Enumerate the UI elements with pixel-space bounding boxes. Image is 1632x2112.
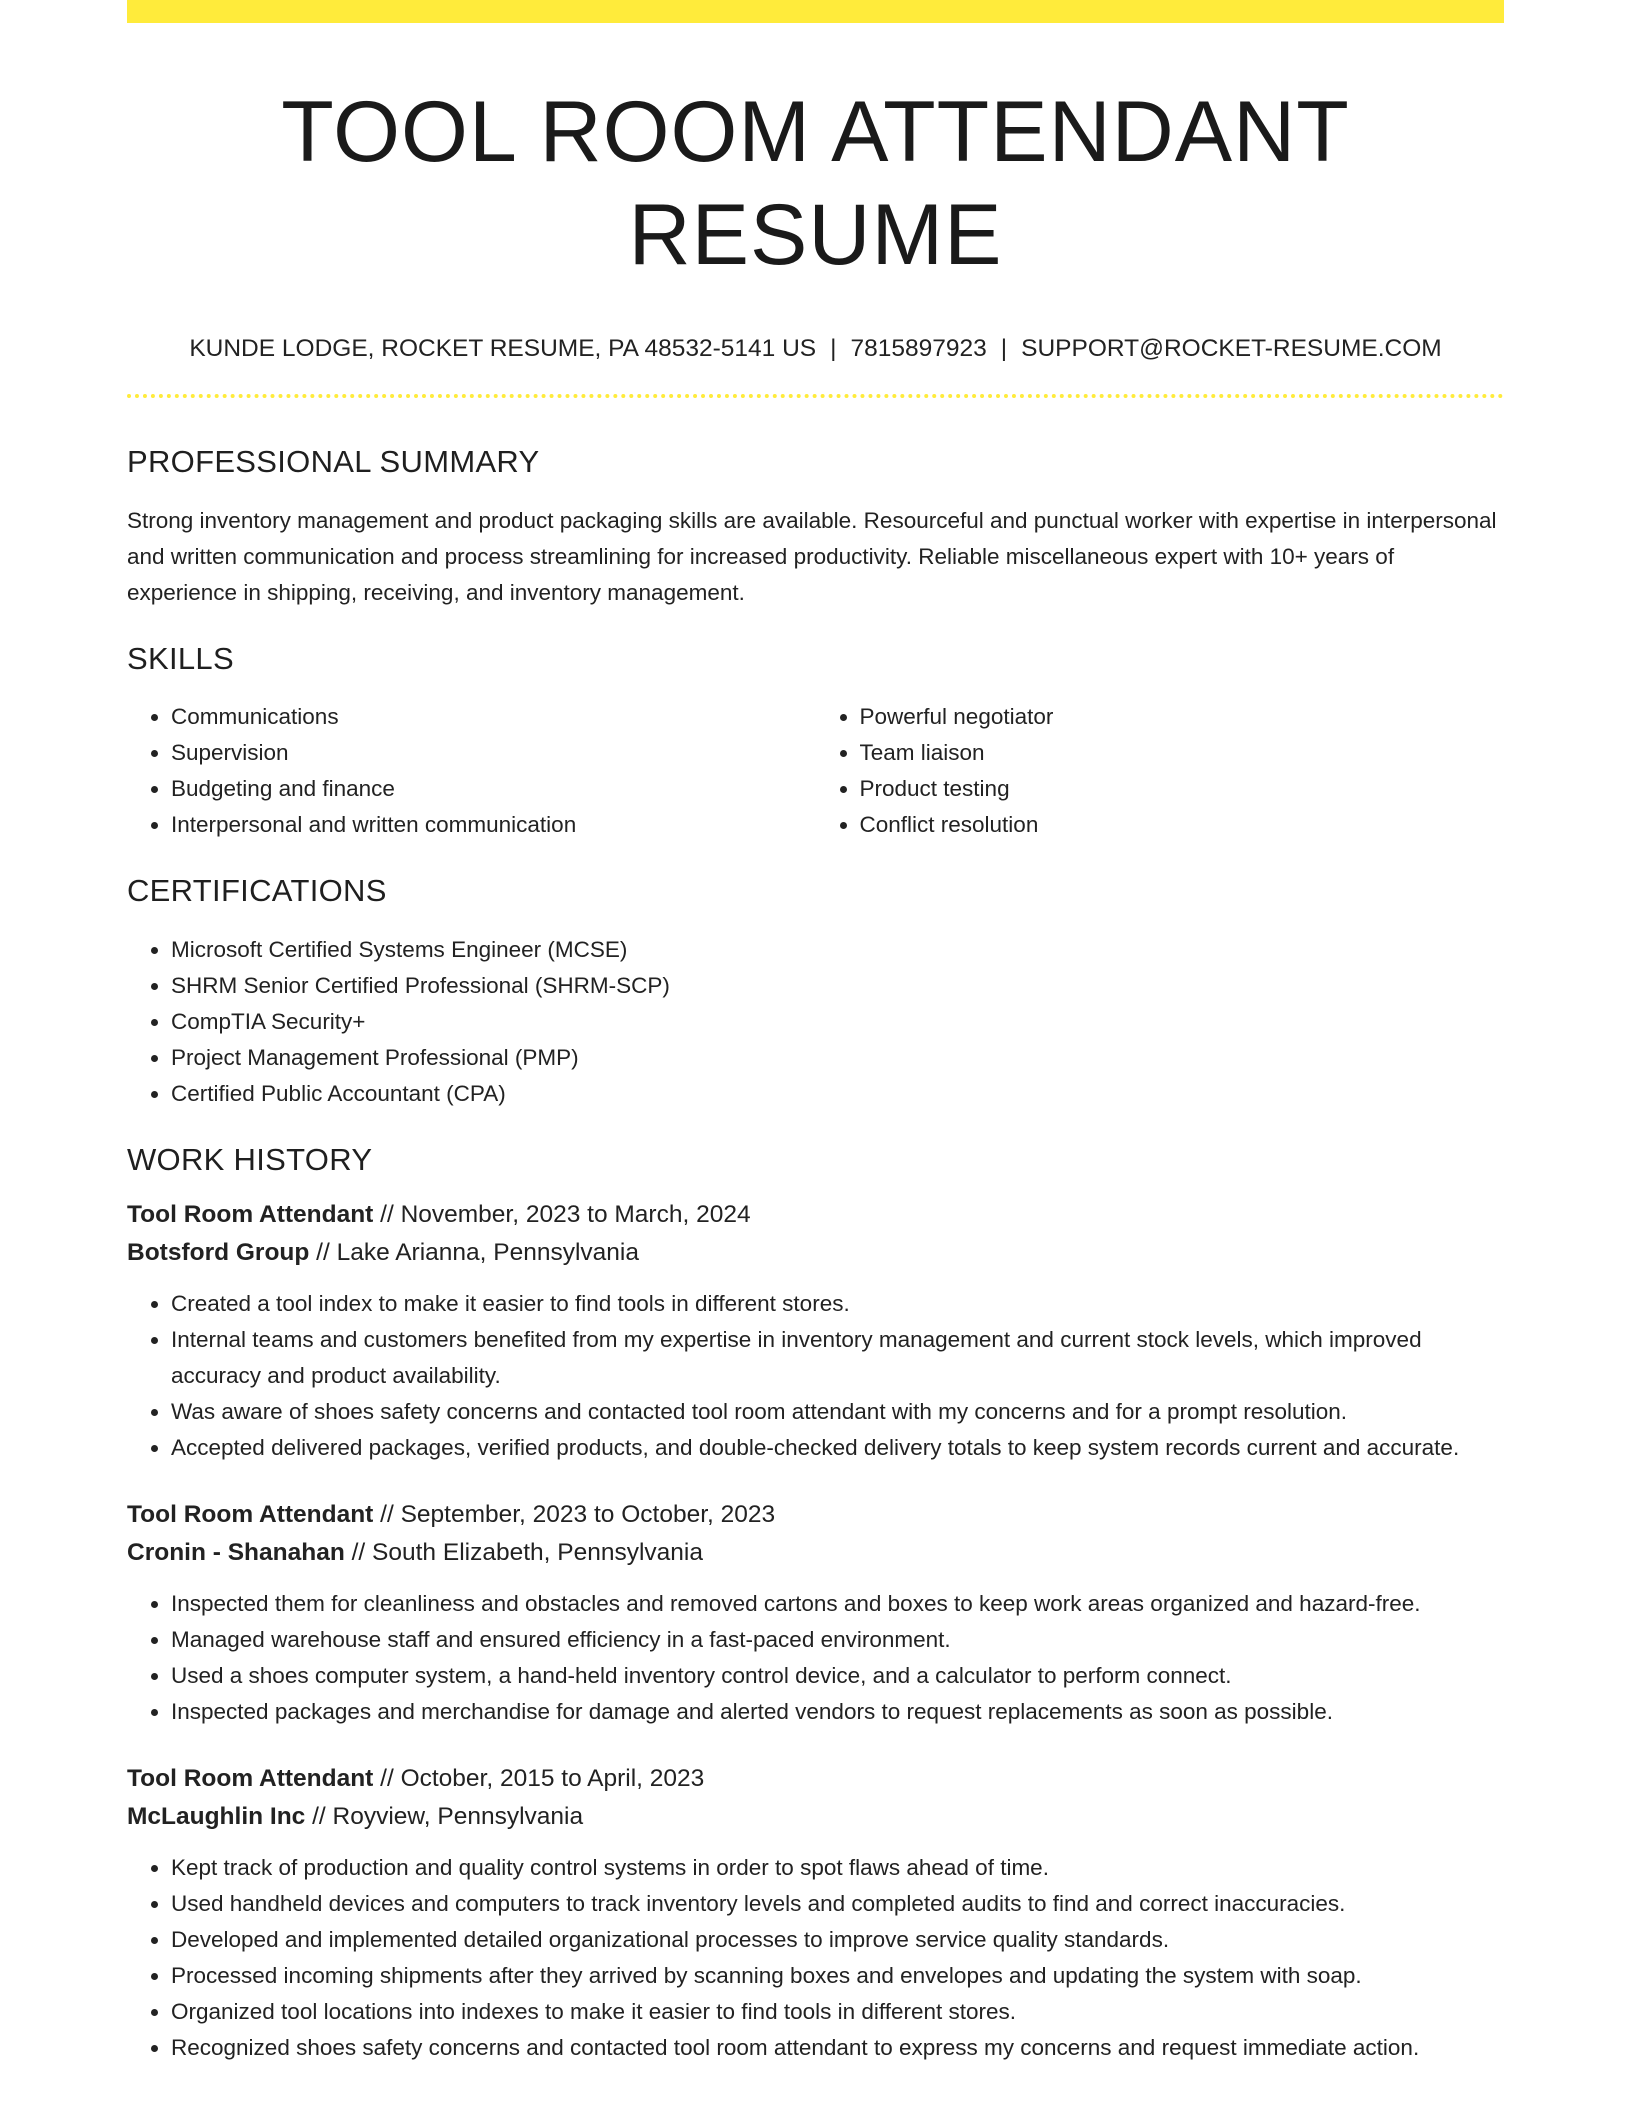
job-role: Tool Room Attendant [127, 1200, 374, 1228]
job-bullet: • Accepted delivered packages, verified products, and double-checked delivery totals to keep system records current and accurate. [171, 1430, 1504, 1466]
certification-item: • CompTIA Security+ [171, 1004, 1504, 1040]
certification-item: • SHRM Senior Certified Professional (SHRM-SCP) [171, 968, 1504, 1004]
job-bullet: • Inspected packages and merchandise for damage and alerted vendors to request replacements as soon as possible. [171, 1694, 1504, 1730]
job-delimiter: // [344, 1538, 373, 1566]
job-bullet: • Was aware of shoes safety concerns and contacted tool room attendant with my concerns and for a prompt resolution. [171, 1394, 1504, 1430]
contact-email[interactable]: SUPPORT@ROCKET-RESUME.COM [1021, 335, 1442, 363]
skill-item: • Interpersonal and written communication [171, 807, 816, 843]
job-delimiter: // [305, 1802, 333, 1830]
job-bullet: • Used a shoes computer system, a hand-held inventory control device, and a calculator to perform connect. [171, 1658, 1504, 1694]
job-bullet: • Inspected them for cleanliness and obstacles and removed cartons and boxes to keep work areas organized and hazard-free. [171, 1586, 1504, 1622]
job-location: Lake Arianna, Pennsylvania [336, 1238, 639, 1266]
job-company-line [127, 1234, 1504, 1272]
job-bullets [127, 1586, 1504, 1730]
job-location: South Elizabeth, Pennsylvania [372, 1538, 703, 1566]
skill-item: • Supervision [171, 735, 816, 771]
job-entry [127, 1496, 1504, 1730]
contact-separator: | [1000, 335, 1008, 363]
work-history-heading: WORK HISTORY [127, 1141, 373, 1177]
job-bullet: • Kept track of production and quality control systems in order to spot flaws ahead of time. [171, 1850, 1504, 1886]
job-bullet: • Internal teams and customers benefited from my expertise in inventory management and current stock levels, which improved accuracy and product availability. [171, 1322, 1504, 1394]
dotted-divider [127, 394, 1504, 398]
certifications-list [127, 932, 1504, 1112]
skill-item: • Powerful negotiator [860, 699, 1505, 735]
job-company-line [127, 1798, 1504, 1836]
summary-text: Strong inventory management and product packaging skills are available. Resourceful and punctual worker with expertise in interpersonal and written communication and process streamlining for increased productivity. Reliable miscellaneous expert with 10+ years of experience in shipping, receiving, and inventory management. [127, 507, 1497, 605]
certifications-heading: CERTIFICATIONS [127, 873, 387, 909]
job-company: McLaughlin Inc [127, 1802, 306, 1830]
skill-item: • Communications [171, 699, 816, 735]
job-dates: September, 2023 to October, 2023 [400, 1500, 776, 1528]
job-bullet: • Processed incoming shipments after they arrived by scanning boxes and envelopes and updating the system with soap. [171, 1958, 1504, 1994]
skills-list-left [127, 699, 816, 843]
job-role: Tool Room Attendant [127, 1764, 374, 1792]
contact-separator: | [830, 335, 837, 363]
job-dates: October, 2015 to April, 2023 [400, 1764, 705, 1792]
job-bullet: • Recognized shoes safety concerns and contacted tool room attendant to express my concerns and request immediate action. [171, 2030, 1504, 2066]
skill-item: • Budgeting and finance [171, 771, 816, 807]
job-dates: November, 2023 to March, 2024 [400, 1200, 751, 1228]
job-title-line [127, 1496, 1504, 1534]
job-entry [127, 1196, 1504, 1466]
resume-page [127, 0, 1504, 2066]
job-bullet: • Organized tool locations into indexes to make it easier to find tools in different stores. [171, 1994, 1504, 2030]
job-delimiter: // [373, 1200, 401, 1228]
job-title-line [127, 1196, 1504, 1234]
job-delimiter: // [309, 1238, 337, 1266]
skills-columns [127, 699, 1504, 843]
contact-phone: 7815897923 [850, 335, 987, 363]
job-bullet: • Developed and implemented detailed organizational processes to improve service quality standards. [171, 1922, 1504, 1958]
skill-item: • Product testing [860, 771, 1505, 807]
certification-item: • Microsoft Certified Systems Engineer (MCSE) [171, 932, 1504, 968]
skills-list-right [816, 699, 1505, 843]
job-bullet: • Created a tool index to make it easier to find tools in different stores. [171, 1286, 1504, 1322]
job-delimiter: // [373, 1500, 401, 1528]
certification-item: • Project Management Professional (PMP) [171, 1040, 1504, 1076]
job-bullets [127, 1850, 1504, 2066]
job-role: Tool Room Attendant [127, 1500, 374, 1528]
job-bullets [127, 1286, 1504, 1466]
contact-address: KUNDE LODGE, ROCKET RESUME, PA 48532-5141 US [189, 335, 817, 363]
job-company-line [127, 1534, 1504, 1572]
job-location: Royview, Pennsylvania [332, 1802, 584, 1830]
certification-item: • Certified Public Accountant (CPA) [171, 1076, 1504, 1112]
resume-title: TOOL ROOM ATTENDANT RESUME [281, 84, 1350, 284]
job-company: Botsford Group [127, 1238, 310, 1266]
job-bullet: • Used handheld devices and computers to track inventory levels and completed audits to find and correct inaccuracies. [171, 1886, 1504, 1922]
skills-heading: SKILLS [127, 640, 234, 676]
job-entry [127, 1760, 1504, 2066]
summary-heading: PROFESSIONAL SUMMARY [127, 443, 540, 479]
job-delimiter: // [373, 1764, 401, 1792]
contact-line [127, 332, 1504, 366]
job-bullet: • Managed warehouse staff and ensured efficiency in a fast-paced environment. [171, 1622, 1504, 1658]
skill-item: • Conflict resolution [860, 807, 1505, 843]
skill-item: • Team liaison [860, 735, 1505, 771]
accent-bar [127, 0, 1504, 23]
job-company: Cronin - Shanahan [127, 1538, 345, 1566]
job-title-line [127, 1760, 1504, 1798]
